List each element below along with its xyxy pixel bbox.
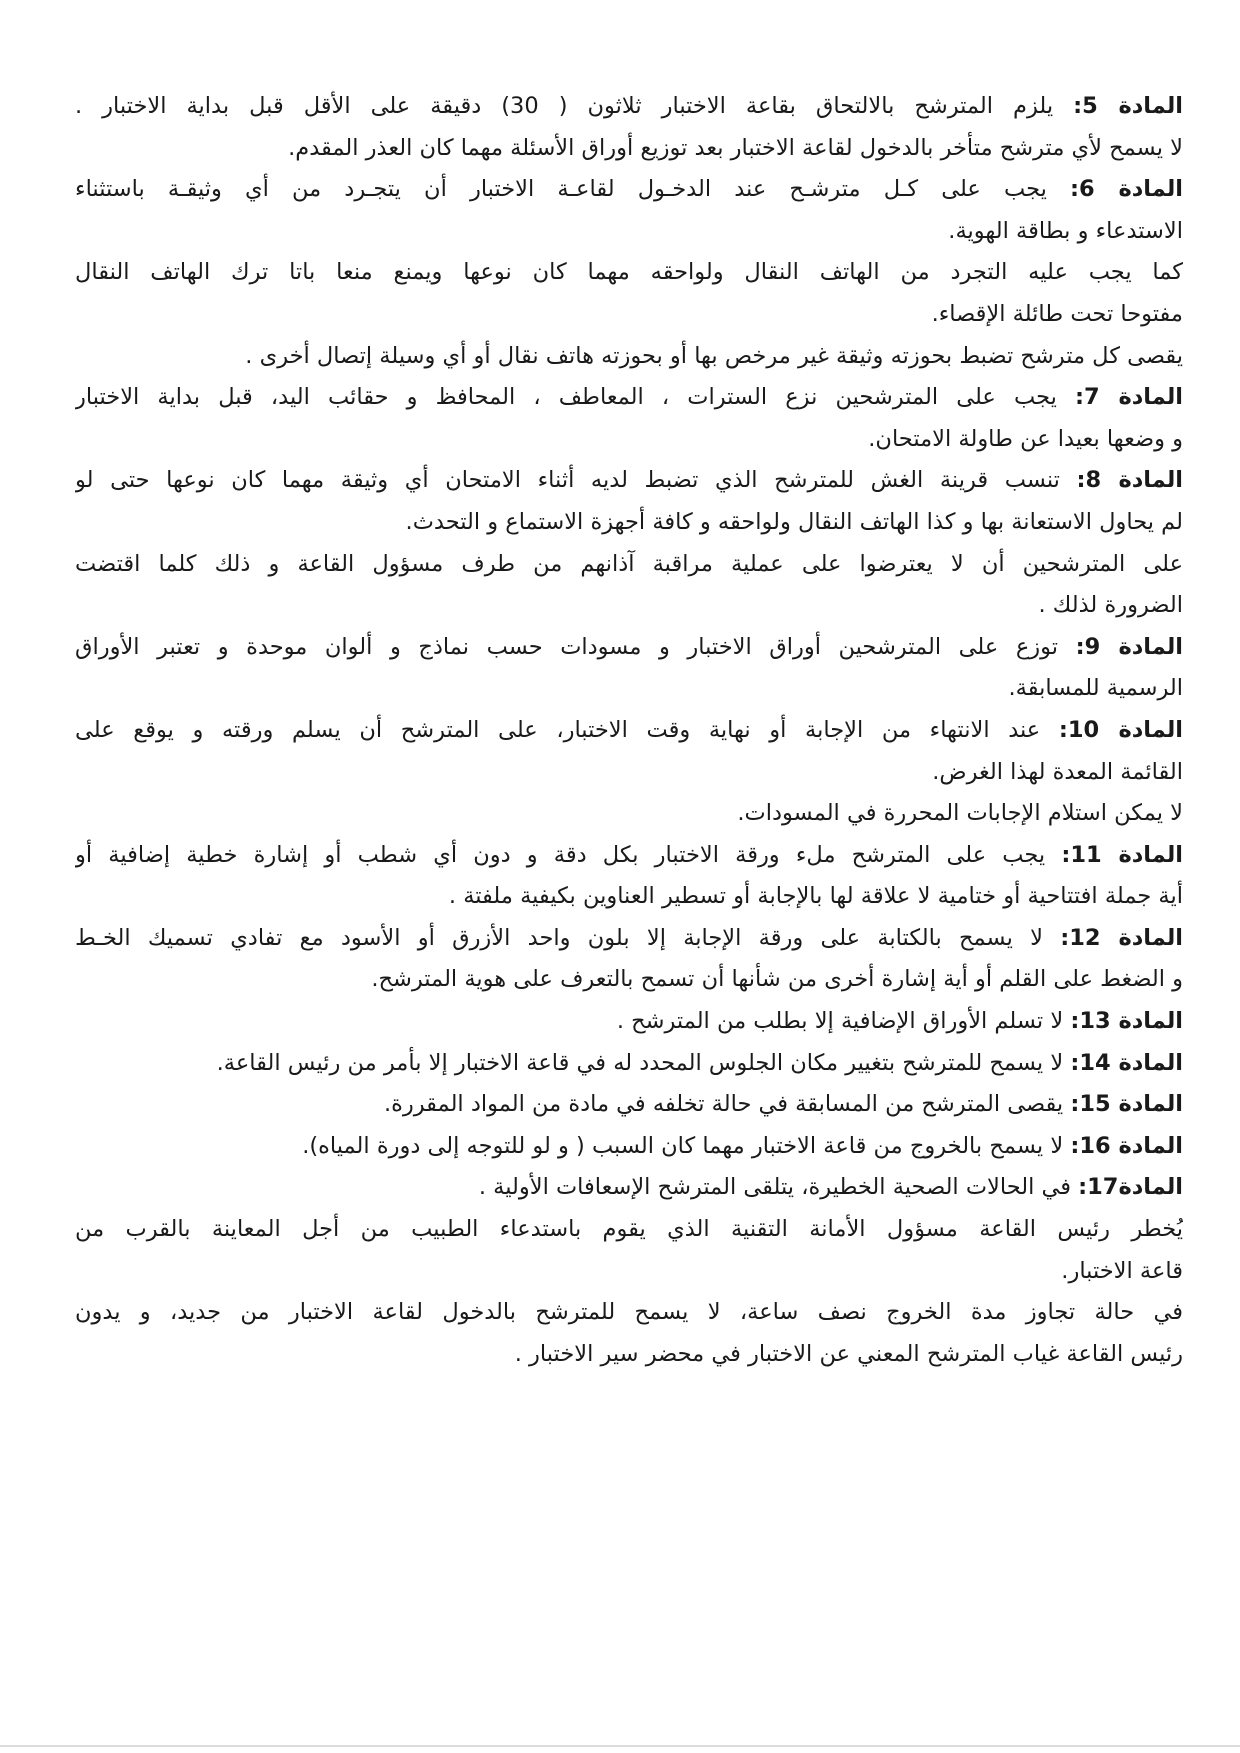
article-label: المادة 7: <box>1075 384 1183 411</box>
text-line <box>75 668 1183 710</box>
line-text: في حالة تجاوز مدة الخروج نصف ساعة، لا يسمح للمترشح بالدخول لقاعة الاختبار من جديد، و يدون <box>75 1299 1183 1326</box>
article-text: يجب على المترشحين نزع السترات ، المعاطف ، المحافظ و حقائب اليد، قبل بداية الاختبار <box>75 384 1075 411</box>
text-line <box>75 585 1183 627</box>
text-line <box>75 1334 1183 1376</box>
article-label: المادة 6: <box>1070 176 1183 203</box>
article-label: المادة17: <box>1078 1174 1183 1201</box>
line-text: الرسمية للمسابقة. <box>1008 675 1183 702</box>
text-line <box>75 502 1183 544</box>
text-line <box>75 1251 1183 1293</box>
text-line <box>75 419 1183 461</box>
article-label: المادة 16: <box>1070 1132 1183 1159</box>
text-line <box>75 793 1183 835</box>
article-label: المادة 15: <box>1070 1091 1183 1118</box>
line-text: الضرورة لذلك . <box>1038 592 1183 619</box>
line-text: يُخطر رئيس القاعة مسؤول الأمانة التقنية الذي يقوم باستدعاء الطبيب من أجل المعاينة بالقرب من <box>75 1216 1183 1243</box>
article-label: المادة 9: <box>1075 633 1183 660</box>
text-line <box>75 876 1183 918</box>
article-label: المادة 8: <box>1076 467 1183 494</box>
article-label: المادة 14: <box>1070 1049 1183 1076</box>
article-15-line <box>75 1084 1183 1126</box>
article-17-line <box>75 1167 1183 1209</box>
article-text: يجب على المترشح ملء ورقة الاختبار بكل دقة و دون أي شطب أو إشارة خطية إضافية أو <box>75 841 1062 868</box>
article-label: المادة 12: <box>1060 924 1183 951</box>
text-line <box>75 544 1183 586</box>
article-label: المادة 11: <box>1061 841 1183 868</box>
article-label: المادة 13: <box>1070 1008 1183 1035</box>
article-7-line <box>75 377 1183 419</box>
line-text: قاعة الاختبار. <box>1061 1257 1183 1284</box>
article-text: يلزم المترشح بالالتحاق بقاعة الاختبار ثلاثون ( 30) دقيقة على الأقل قبل بداية الاختبار . <box>75 93 1074 119</box>
article-10-line <box>75 710 1183 752</box>
article-6-line <box>75 169 1183 211</box>
line-text: و وضعها بعيدا عن طاولة الامتحان. <box>868 425 1183 452</box>
line-text: الاستدعاء و بطاقة الهوية. <box>948 217 1183 244</box>
line-text: و الضغط على القلم أو أية إشارة أخرى من شأنها أن تسمح بالتعرف على هوية المترشح. <box>371 966 1183 993</box>
line-text: على المترشحين أن لا يعترضوا على عملية مراقبة آذانهم من طرف مسؤول القاعة و ذلك كلما اقتضت <box>75 550 1183 577</box>
text-line <box>75 128 1183 170</box>
article-text: لا يسمح بالخروج من قاعة الاختبار مهما كان السبب ( و لو للتوجه إلى دورة المياه). <box>302 1132 1071 1159</box>
article-16-line <box>75 1126 1183 1168</box>
text-line <box>75 211 1183 253</box>
article-8-line <box>75 460 1183 502</box>
article-5-line <box>75 86 1183 128</box>
text-line <box>75 752 1183 794</box>
article-11-line <box>75 835 1183 877</box>
article-text: في الحالات الصحية الخطيرة، يتلقى المترشح الإسعافات الأولية . <box>478 1174 1079 1201</box>
text-line <box>75 252 1183 294</box>
article-text: لا يسمح بالكتابة على ورقة الإجابة إلا بلون واحد الأزرق أو الأسود مع تفادي تسميك الخـط <box>75 924 1061 951</box>
article-text: عند الانتهاء من الإجابة أو نهاية وقت الاختبار، على المترشح أن يسلم ورقته و يوقع على <box>75 716 1059 743</box>
article-12-line <box>75 918 1183 960</box>
document-body <box>75 86 1183 1375</box>
article-14-line <box>75 1043 1183 1085</box>
text-line <box>75 336 1183 378</box>
article-text: لا تسلم الأوراق الإضافية إلا بطلب من المترشح . <box>616 1008 1071 1035</box>
line-text: لم يحاول الاستعانة بها و كذا الهاتف النقال ولواحقه و كافة أجهزة الاستماع و التحدث. <box>405 508 1183 535</box>
text-line <box>75 1209 1183 1251</box>
line-text: لا يسمح لأي مترشح متأخر بالدخول لقاعة الاختبار بعد توزيع أوراق الأسئلة مهما كان العذر المقدم. <box>288 134 1183 161</box>
line-text: أية جملة افتتاحية أو ختامية لا علاقة لها بالإجابة أو تسطير العناوين بكيفية ملفتة . <box>448 883 1183 910</box>
article-13-line <box>75 1001 1183 1043</box>
text-line <box>75 1292 1183 1334</box>
article-label: المادة 5: <box>1073 93 1183 119</box>
line-text: كما يجب عليه التجرد من الهاتف النقال ولواحقه مهما كان نوعها ويمنع منعا باتا ترك الهاتف النقال <box>75 259 1183 286</box>
line-text: يقصى كل مترشح تضبط بحوزته وثيقة غير مرخص بها أو بحوزته هاتف نقال أو أي وسيلة إتصال أخرى . <box>245 342 1183 369</box>
article-text: لا يسمح للمترشح بتغيير مكان الجلوس المحدد له في قاعة الاختبار إلا بأمر من رئيس القاعة. <box>216 1049 1071 1076</box>
text-line <box>75 959 1183 1001</box>
line-text: لا يمكن استلام الإجابات المحررة في المسودات. <box>737 800 1183 827</box>
line-text: رئيس القاعة غياب المترشح المعني عن الاختبار في محضر سير الاختبار . <box>514 1340 1183 1367</box>
article-text: توزع على المترشحين أوراق الاختبار و مسودات حسب نماذج و ألوان موحدة و تعتبر الأوراق <box>75 633 1076 660</box>
article-label: المادة 10: <box>1058 716 1183 743</box>
article-text: يقصى المترشح من المسابقة في حالة تخلفه في مادة من المواد المقررة. <box>383 1091 1071 1118</box>
article-9-line <box>75 627 1183 669</box>
line-text: مفتوحا تحت طائلة الإقصاء. <box>931 300 1183 327</box>
text-line <box>75 294 1183 336</box>
line-text: القائمة المعدة لهذا الغرض. <box>932 758 1183 785</box>
article-text: يجب على كـل مترشـح عند الدخـول لقاعـة الاختبار أن يتجـرد من أي وثيقـة باستثناء <box>75 176 1070 203</box>
page-bottom-rule <box>0 1745 1240 1747</box>
article-text: تنسب قرينة الغش للمترشح الذي تضبط لديه أثناء الامتحان أي وثيقة مهما كان نوعها حتى لو <box>75 467 1077 494</box>
